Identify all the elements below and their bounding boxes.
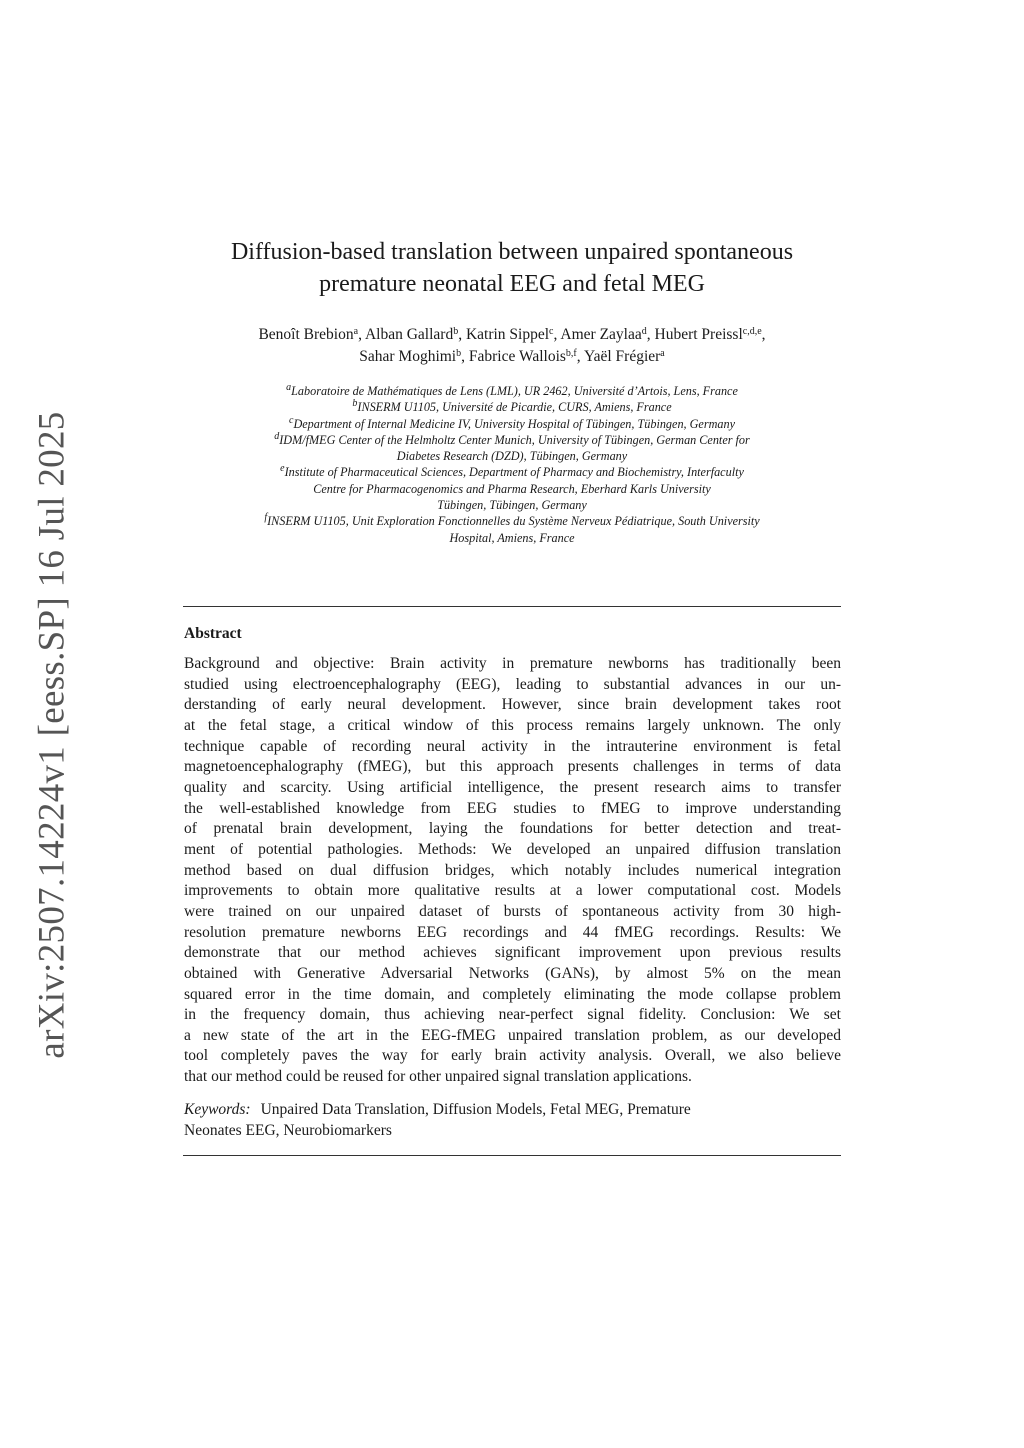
author-separator: , bbox=[576, 348, 584, 365]
paper-title-line: Diffusion-based translation between unpaired spontaneous bbox=[230, 239, 794, 265]
affiliation-mark: c bbox=[289, 414, 294, 426]
affiliation-line: Centre for Pharmacogenomics and Pharma Research, Eberhard Karls University bbox=[313, 481, 711, 496]
author-separator: , bbox=[358, 326, 365, 343]
abstract-line: in the frequency domain, thus achieving near-perfect signal fidelity. Conclusion: We set bbox=[184, 1006, 841, 1024]
author-name: Sahar Moghimi bbox=[359, 348, 457, 365]
affiliation-line: $^f$INSERM U1105, Unit Exploration Fonctionnelles du Système Nerveux Pédiatrique, South University bbox=[264, 512, 760, 529]
abstract-line: obtained with Generative Adversarial Networks (GANs), by almost 5% on the mean bbox=[184, 964, 841, 982]
affiliation-e bbox=[175, 464, 849, 513]
author bbox=[258, 326, 365, 343]
author-list bbox=[150, 324, 874, 368]
author-name: Yaël Frégier bbox=[583, 348, 661, 365]
affiliation-line: Diabetes Research (DZD), Tübingen, Germany bbox=[396, 449, 628, 464]
author-affiliation-mark: b,f bbox=[565, 348, 577, 359]
affiliation-f bbox=[175, 513, 849, 546]
author-separator: , bbox=[646, 326, 655, 343]
abstract-body bbox=[184, 654, 841, 1088]
author-name: Katrin Sippel bbox=[465, 326, 550, 343]
author bbox=[365, 326, 466, 343]
author-separator: , bbox=[553, 326, 561, 343]
author-separator: , bbox=[458, 326, 466, 343]
affiliation-c bbox=[175, 416, 849, 432]
abstract-line: technique capable of recording neural activity in the intrauterine environment is fetal bbox=[184, 737, 841, 755]
affiliation-line: $^b$INSERM U1105, Université de Picardie, CURS, Amiens, France bbox=[352, 398, 672, 415]
affiliation-line: $^e$Institute of Pharmaceutical Sciences, Department of Pharmacy and Biochemistry, Interfaculty bbox=[280, 463, 744, 480]
affiliation-mark: b bbox=[352, 398, 358, 410]
abstract-line: derstanding of early neural development. However, since brain development takes root bbox=[184, 696, 841, 714]
paper-title-line: premature neonatal EEG and fetal MEG bbox=[319, 271, 705, 297]
abstract-line: quality and scarcity. Using artificial intelligence, the present research aims to transfer bbox=[184, 778, 841, 796]
arxiv-identifier: arXiv:2507.14224v1 [eess.SP] 16 Jul 2025 bbox=[31, 411, 73, 1059]
abstract-line: resolution premature newborns EEG recordings and 44 fMEG recordings. Results: We bbox=[184, 923, 841, 941]
author-affiliation-mark: a bbox=[660, 348, 665, 359]
author bbox=[655, 326, 766, 343]
abstract-line: the well-established knowledge from EEG studies to fMEG to improve understanding bbox=[184, 799, 841, 817]
affiliation-list bbox=[175, 383, 849, 546]
affiliation-mark: f bbox=[264, 512, 268, 524]
author bbox=[469, 348, 584, 365]
abstract-top-rule bbox=[183, 606, 841, 607]
keywords-line bbox=[184, 1099, 841, 1120]
author bbox=[466, 326, 560, 343]
affiliation-a bbox=[175, 383, 849, 399]
paper-title bbox=[150, 236, 874, 300]
affiliation-line: Tübingen, Tübingen, Germany bbox=[437, 498, 587, 513]
abstract-line: demonstrate that our method achieves significant improvement upon previous results bbox=[184, 944, 841, 962]
affiliation-line: $^d$IDM/fMEG Center of the Helmholtz Center Munich, University of Tübingen, German Center for bbox=[274, 430, 750, 447]
abstract-line: tool completely paves the way for early brain activity analysis. Overall, we also believe bbox=[184, 1047, 841, 1065]
abstract-line: magnetoencephalography (fMEG), but this approach presents challenges in terms of data bbox=[184, 758, 841, 776]
author-affiliation-mark: c bbox=[549, 326, 554, 337]
affiliation-mark: a bbox=[286, 382, 292, 393]
author bbox=[584, 348, 665, 365]
author-name: Amer Zaylaa bbox=[560, 326, 642, 343]
abstract-line: improvements to obtain more qualitative results at a lower computational cost. Models bbox=[184, 882, 841, 900]
abstract-line: squared error in the time domain, and completely eliminating the mode collapse problem bbox=[184, 985, 841, 1003]
abstract-line: studied using electroencephalography (EEG), leading to substantial advances in our un- bbox=[184, 675, 841, 693]
author bbox=[560, 326, 654, 343]
affiliation-mark: d bbox=[274, 430, 280, 442]
abstract-line: Background and objective: Brain activity in premature newborns has traditionally been bbox=[184, 655, 841, 672]
author-separator: , bbox=[461, 348, 469, 365]
abstract-line: of prenatal brain development, laying the foundations for better detection and treat- bbox=[184, 820, 841, 838]
author-name: Hubert Preissl bbox=[654, 326, 743, 343]
affiliation-line: $^c$Department of Internal Medicine IV, University Hospital of Tübingen, Tübingen, Germany bbox=[289, 414, 735, 431]
author-line bbox=[150, 346, 874, 368]
affiliation-line: $^a$Laboratoire de Mathématiques de Lens (LML), UR 2462, Université d’Artois, Lens, France bbox=[286, 382, 738, 398]
abstract-line: method based on dual diffusion bridges, which notably includes numerical integration bbox=[184, 861, 841, 879]
author-affiliation-mark: b bbox=[453, 326, 459, 337]
keywords bbox=[184, 1099, 841, 1141]
abstract-line: a new state of the art in the EEG-fMEG unpaired translation problem, as our developed bbox=[184, 1026, 841, 1044]
author-line bbox=[150, 324, 874, 346]
author-name: Benoît Brebion bbox=[258, 326, 354, 343]
author-separator: , bbox=[761, 326, 766, 343]
author-affiliation-mark: b bbox=[456, 348, 462, 359]
affiliation-d bbox=[175, 432, 849, 465]
affiliation-line: Hospital, Amiens, France bbox=[449, 530, 575, 545]
author-name: Alban Gallard bbox=[364, 326, 454, 343]
abstract-heading: Abstract bbox=[184, 625, 242, 642]
abstract-bottom-rule bbox=[183, 1155, 841, 1156]
abstract-line: at the fetal stage, a critical window of this process remains largely unknown. The only bbox=[184, 716, 841, 734]
abstract-line: that our method could be reused for other unpaired signal translation applications. bbox=[184, 1068, 692, 1086]
author-affiliation-mark: c,d,e bbox=[742, 326, 762, 337]
abstract-line: ment of potential pathologies. Methods: We developed an unpaired diffusion translation bbox=[184, 840, 841, 858]
keywords-label: Keywords: bbox=[184, 1101, 251, 1118]
affiliation-mark: e bbox=[280, 463, 285, 475]
abstract-line: were trained on our unpaired dataset of bursts of spontaneous activity from 30 high- bbox=[184, 902, 841, 920]
keywords-line: Neonates EEG, Neurobiomarkers bbox=[184, 1122, 392, 1139]
keywords-text: Unpaired Data Translation, Diffusion Models, Fetal MEG, Premature bbox=[260, 1101, 691, 1118]
author-affiliation-mark: d bbox=[641, 326, 647, 337]
author bbox=[359, 348, 469, 365]
author-affiliation-mark: a bbox=[353, 326, 359, 337]
author-name: Fabrice Wallois bbox=[468, 348, 566, 365]
affiliation-b bbox=[175, 399, 849, 415]
